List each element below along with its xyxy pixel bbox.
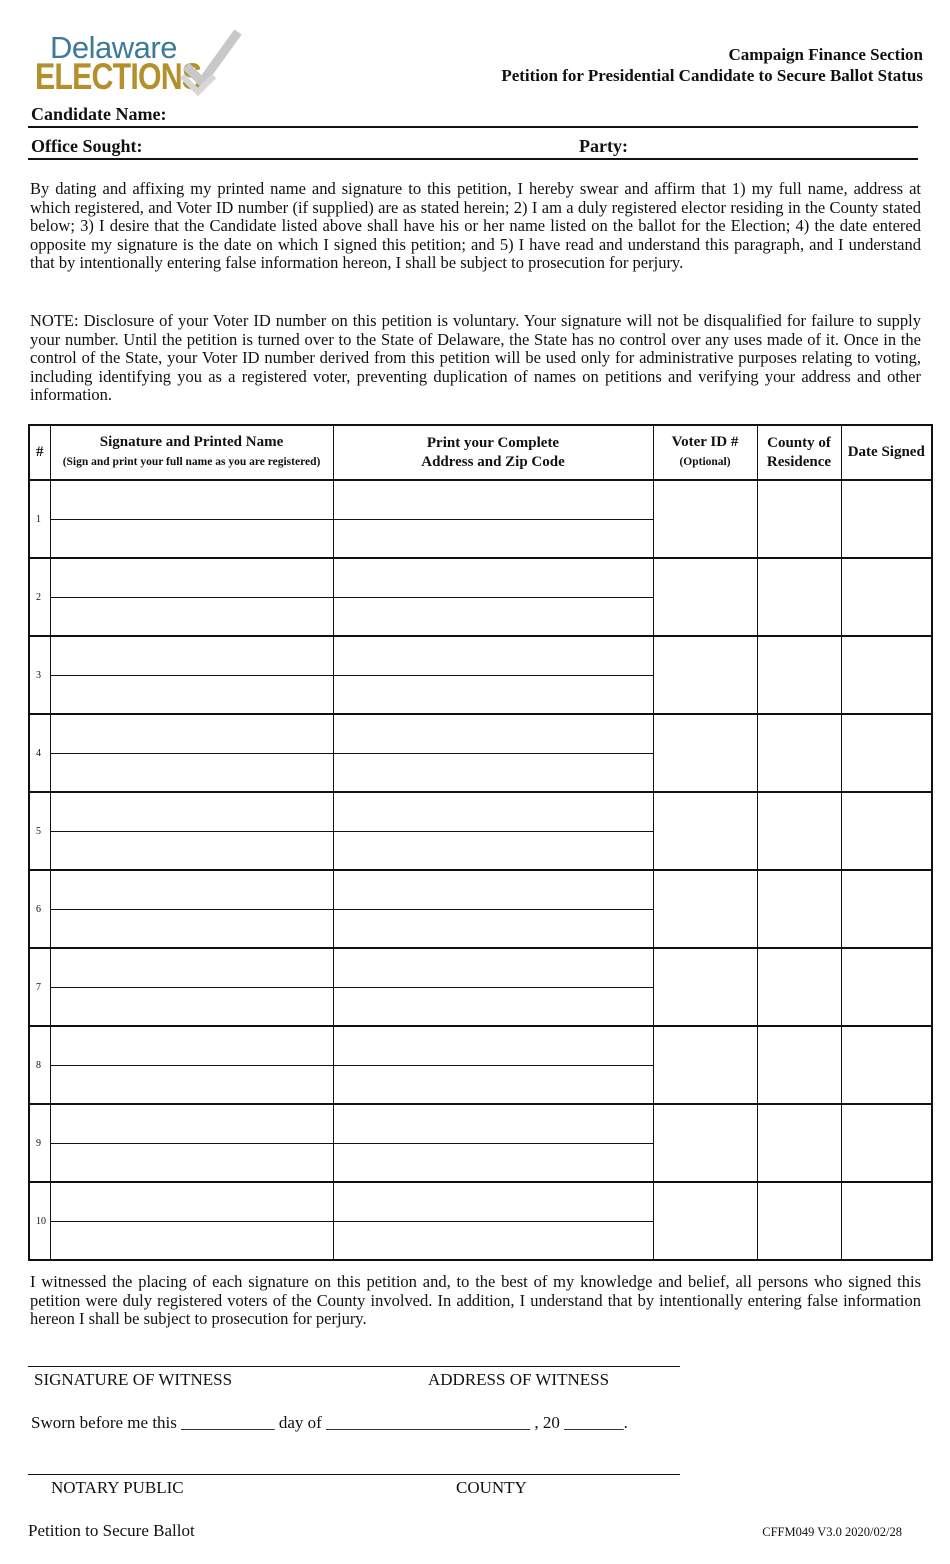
address-cell[interactable] bbox=[333, 792, 653, 831]
printed-name-cell[interactable] bbox=[50, 987, 333, 1026]
witness-address-label: ADDRESS OF WITNESS bbox=[428, 1370, 610, 1389]
date-signed-cell[interactable] bbox=[841, 558, 932, 636]
section-title: Campaign Finance Section bbox=[728, 45, 923, 64]
date-signed-cell[interactable] bbox=[841, 1104, 932, 1182]
witness-statement: I witnessed the placing of each signature on this petition and, to the best of my knowledge and belief, all persons who signed this petition were duly registered voters of the County involved. In addition, I understand that by intentionally entering false information hereon I shall be subject to prosecution for perjury. bbox=[30, 1272, 921, 1329]
voter-id-cell[interactable] bbox=[653, 1182, 757, 1260]
signature-cell[interactable] bbox=[50, 1182, 333, 1221]
notary-public-label: NOTARY PUBLIC bbox=[51, 1478, 184, 1497]
signature-cell[interactable] bbox=[50, 1104, 333, 1143]
signature-cell[interactable] bbox=[50, 714, 333, 753]
candidate-name-field[interactable] bbox=[28, 126, 918, 128]
address-line2-cell[interactable] bbox=[333, 987, 653, 1026]
table-row bbox=[29, 636, 932, 675]
row-number: 6 bbox=[29, 870, 50, 948]
row-number: 4 bbox=[29, 714, 50, 792]
county-cell[interactable] bbox=[757, 1182, 841, 1260]
oath-paragraph: By dating and affixing my printed name and signature to this petition, I hereby swear and affirm that 1) my full name, address at which registered, and Voter ID number (if supplied) are as stated herein; 2) I am a duly registered elector residing in the County stated below; 3) I desire that the Candidate listed above shall have his or her name listed on the ballot for the Election; 4) the date entered opposite my signature is the date on which I signed this petition; and 5) I have read and understand this paragraph, and I understand that by intentionally entering false information hereon, I shall be subject to prosecution for perjury. bbox=[30, 179, 921, 273]
county-cell[interactable] bbox=[757, 480, 841, 558]
signature-cell[interactable] bbox=[50, 870, 333, 909]
delaware-elections-logo bbox=[34, 26, 244, 100]
printed-name-cell[interactable] bbox=[50, 1221, 333, 1260]
county-cell[interactable] bbox=[757, 1104, 841, 1182]
date-signed-cell[interactable] bbox=[841, 1182, 932, 1260]
note-paragraph: NOTE: Disclosure of your Voter ID number on this petition is voluntary. Your signature will not be disqualified for failure to supply your number. Until the petition is turned over to the State of Delaware, the State has no control over any uses made of it. Once in the control of the State, your Voter ID number derived from this petition will be used only for administrative purposes relating to voting, including identifying you as a registered voter, preventing duplication of names on petitions and verifying your address and other information. bbox=[30, 311, 921, 405]
witness-signature-line[interactable] bbox=[28, 1366, 680, 1367]
voter-id-cell[interactable] bbox=[653, 480, 757, 558]
printed-name-cell[interactable] bbox=[50, 831, 333, 870]
col-header-address bbox=[333, 425, 653, 480]
col-header-county-line2: Residence bbox=[766, 453, 832, 470]
col-header-date: Date Signed bbox=[841, 425, 932, 480]
checkmark-icon bbox=[164, 26, 244, 96]
address-cell[interactable] bbox=[333, 1104, 653, 1143]
candidate-name-label: Candidate Name: bbox=[31, 104, 167, 124]
county-cell[interactable] bbox=[757, 1026, 841, 1104]
signature-cell[interactable] bbox=[50, 636, 333, 675]
col-header-number: # bbox=[29, 425, 50, 480]
office-sought-label: Office Sought: bbox=[31, 136, 143, 156]
date-signed-cell[interactable] bbox=[841, 870, 932, 948]
county-cell[interactable] bbox=[757, 792, 841, 870]
col-header-county bbox=[757, 425, 841, 480]
date-signed-cell[interactable] bbox=[841, 714, 932, 792]
printed-name-cell[interactable] bbox=[50, 753, 333, 792]
address-cell[interactable] bbox=[333, 1182, 653, 1221]
printed-name-cell[interactable] bbox=[50, 1065, 333, 1104]
address-line2-cell[interactable] bbox=[333, 1143, 653, 1182]
row-number: 8 bbox=[29, 1026, 50, 1104]
printed-name-cell[interactable] bbox=[50, 519, 333, 558]
office-party-field[interactable] bbox=[28, 158, 918, 160]
printed-name-cell[interactable] bbox=[50, 1143, 333, 1182]
sworn-before-line[interactable]: Sworn before me this ___________ day of ________________________ , 20 _______. bbox=[31, 1413, 628, 1432]
col-header-voter-id bbox=[653, 425, 757, 480]
address-cell[interactable] bbox=[333, 714, 653, 753]
signature-cell[interactable] bbox=[50, 558, 333, 597]
col-header-address-line2: Address and Zip Code bbox=[421, 453, 565, 470]
address-line2-cell[interactable] bbox=[333, 909, 653, 948]
party-label: Party: bbox=[579, 136, 628, 156]
voter-id-cell[interactable] bbox=[653, 636, 757, 714]
col-header-voter-id-sub: (Optional) bbox=[679, 456, 731, 468]
date-signed-cell[interactable] bbox=[841, 636, 932, 714]
table-row bbox=[29, 948, 932, 987]
voter-id-cell[interactable] bbox=[653, 792, 757, 870]
logo-elections-text: ELECTIONS bbox=[35, 56, 202, 97]
table-row bbox=[29, 1026, 932, 1065]
address-line2-cell[interactable] bbox=[333, 1221, 653, 1260]
address-line2-cell[interactable] bbox=[333, 1065, 653, 1104]
voter-id-cell[interactable] bbox=[653, 714, 757, 792]
table-row bbox=[29, 792, 932, 831]
petition-signature-table bbox=[28, 424, 933, 1261]
footer-form-code: CFFM049 V3.0 2020/02/28 bbox=[762, 1525, 902, 1539]
voter-id-cell[interactable] bbox=[653, 1026, 757, 1104]
signature-cell[interactable] bbox=[50, 792, 333, 831]
logo-delaware-text: Delaware bbox=[50, 30, 177, 65]
address-cell[interactable] bbox=[333, 1026, 653, 1065]
notary-signature-line[interactable] bbox=[28, 1474, 680, 1475]
address-cell[interactable] bbox=[333, 636, 653, 675]
signature-cell[interactable] bbox=[50, 948, 333, 987]
address-cell[interactable] bbox=[333, 870, 653, 909]
date-signed-cell[interactable] bbox=[841, 948, 932, 1026]
address-line2-cell[interactable] bbox=[333, 831, 653, 870]
date-signed-cell[interactable] bbox=[841, 480, 932, 558]
table-row bbox=[29, 558, 932, 597]
address-line2-cell[interactable] bbox=[333, 675, 653, 714]
address-cell[interactable] bbox=[333, 948, 653, 987]
row-number: 1 bbox=[29, 480, 50, 558]
col-header-address-line1: Print your Complete bbox=[426, 434, 560, 451]
county-cell[interactable] bbox=[757, 558, 841, 636]
table-row bbox=[29, 1182, 932, 1221]
voter-id-cell[interactable] bbox=[653, 948, 757, 1026]
form-title: Petition for Presidential Candidate to Secure Ballot Status bbox=[501, 66, 923, 85]
witness-signature-label: SIGNATURE OF WITNESS bbox=[34, 1370, 233, 1389]
col-header-signature-sub: (Sign and print your full name as you are registered) bbox=[62, 456, 321, 468]
col-header-signature bbox=[50, 425, 333, 480]
row-number: 5 bbox=[29, 792, 50, 870]
col-header-signature-title: Signature and Printed Name bbox=[99, 434, 284, 450]
row-number: 2 bbox=[29, 558, 50, 636]
address-cell[interactable] bbox=[333, 480, 653, 519]
county-cell[interactable] bbox=[757, 948, 841, 1026]
col-header-county-line1: County of bbox=[767, 434, 831, 451]
printed-name-cell[interactable] bbox=[50, 675, 333, 714]
signature-cell[interactable] bbox=[50, 480, 333, 519]
address-line2-cell[interactable] bbox=[333, 519, 653, 558]
county-cell[interactable] bbox=[757, 870, 841, 948]
row-number: 10 bbox=[29, 1182, 50, 1260]
table-row bbox=[29, 1104, 932, 1143]
footer-form-name: Petition to Secure Ballot bbox=[28, 1521, 195, 1540]
address-line2-cell[interactable] bbox=[333, 753, 653, 792]
date-signed-cell[interactable] bbox=[841, 792, 932, 870]
address-cell[interactable] bbox=[333, 558, 653, 597]
printed-name-cell[interactable] bbox=[50, 597, 333, 636]
col-header-voter-id-title: Voter ID # bbox=[671, 434, 739, 450]
table-row bbox=[29, 480, 932, 519]
address-line2-cell[interactable] bbox=[333, 597, 653, 636]
signature-cell[interactable] bbox=[50, 1026, 333, 1065]
voter-id-cell[interactable] bbox=[653, 1104, 757, 1182]
voter-id-cell[interactable] bbox=[653, 558, 757, 636]
row-number: 9 bbox=[29, 1104, 50, 1182]
printed-name-cell[interactable] bbox=[50, 909, 333, 948]
voter-id-cell[interactable] bbox=[653, 870, 757, 948]
row-number: 7 bbox=[29, 948, 50, 1026]
county-cell[interactable] bbox=[757, 714, 841, 792]
date-signed-cell[interactable] bbox=[841, 1026, 932, 1104]
notary-county-label: COUNTY bbox=[456, 1478, 527, 1497]
table-row bbox=[29, 714, 932, 753]
row-number: 3 bbox=[29, 636, 50, 714]
county-cell[interactable] bbox=[757, 636, 841, 714]
table-row bbox=[29, 870, 932, 909]
